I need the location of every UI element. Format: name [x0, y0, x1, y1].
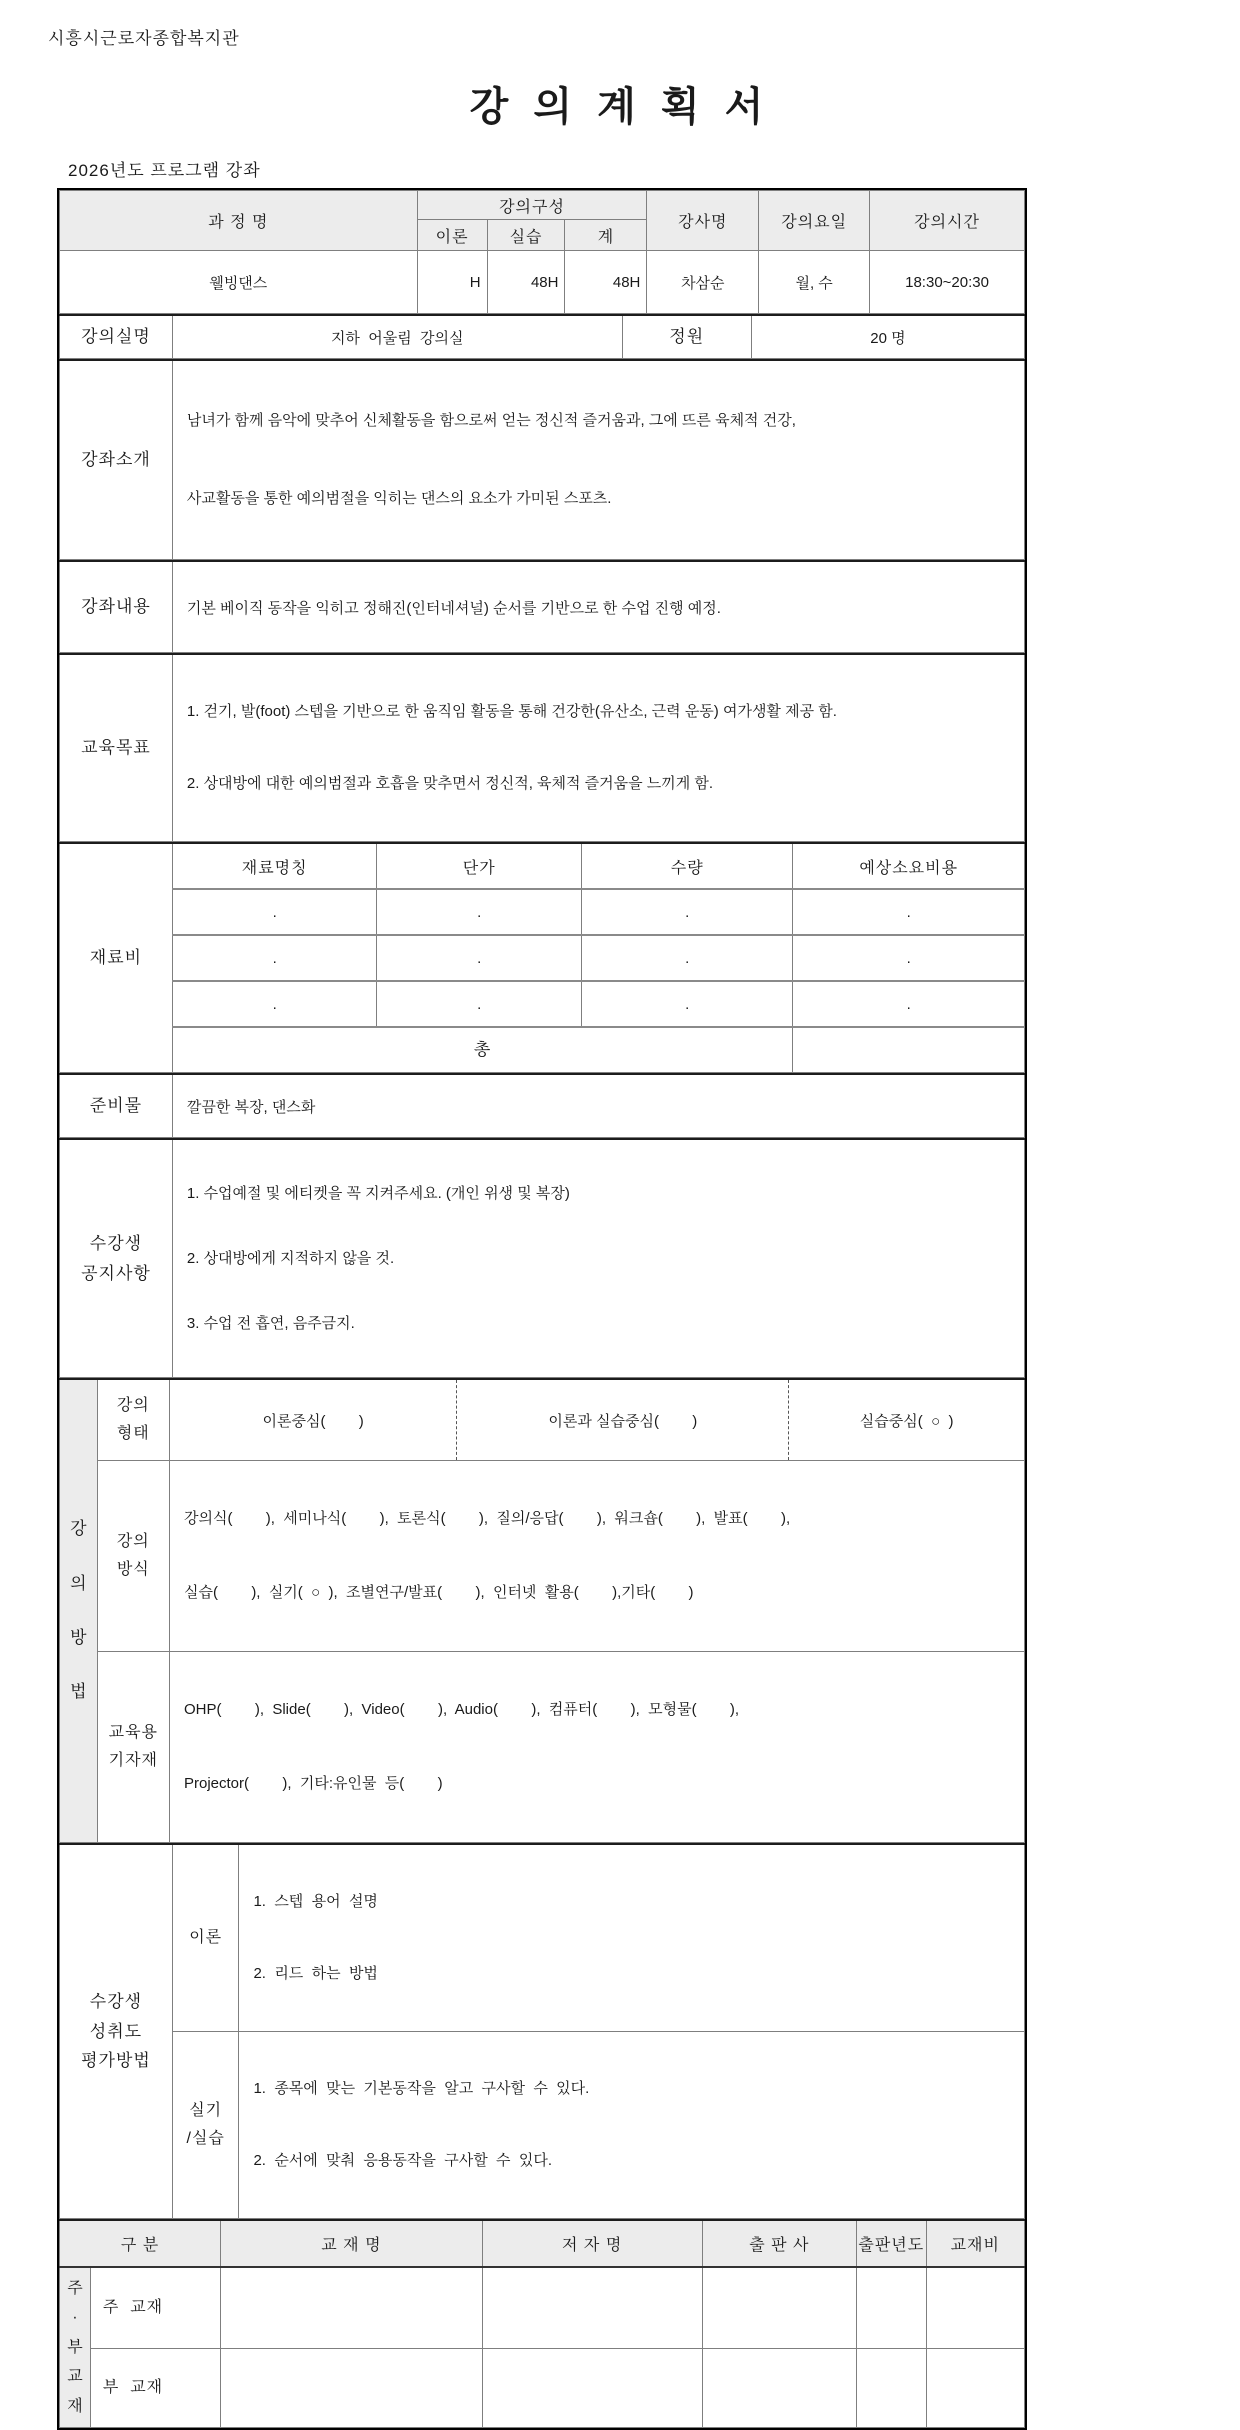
supplies-label: 준비물 [60, 1074, 173, 1138]
materials-total-value [793, 1027, 1025, 1073]
notice-line: 2. 상대방에게 지적하지 않을 것. [186, 1250, 395, 1267]
option-practice-centered: 실습중심( ○ ) [788, 1380, 1024, 1460]
method-style-line: 실습( ), 실기( ○ ), 조별연구/발표( ), 인터넷 활용( ),기타( ) [184, 1584, 694, 1601]
method-form-label-line: 형태 [116, 1425, 150, 1442]
evaluation-label-line: 성취도 [89, 2021, 143, 2041]
estimated-cost-cell: . [793, 935, 1025, 981]
notice-label-line: 수강생 [89, 1233, 143, 1253]
material-name-cell: . [172, 981, 377, 1027]
sub-textbook-title-cell [221, 2349, 483, 2428]
evaluation-table [59, 1843, 1025, 2219]
method-form-label [97, 1379, 169, 1461]
estimated-cost-cell: . [793, 981, 1025, 1027]
method-form-options [170, 1379, 1025, 1461]
method-style-label-line: 방식 [116, 1561, 150, 1578]
method-style-line: 강의식( ), 세미나식( ), 토론식( ), 질의/응답( ), 워크숍( ), 발표( ), [184, 1510, 791, 1527]
method-equipment-label-line: 교육용 [108, 1724, 158, 1741]
sub-textbook-publisher-cell [702, 2349, 856, 2428]
time-value: 18:30~20:30 [870, 251, 1025, 314]
method-form-label-line: 강의 [116, 1397, 150, 1414]
objectives-line: 2. 상대방에 대한 예의범절과 호흡을 맞추면서 정신적, 육체적 즐거움을 느끼게 함. [186, 775, 714, 792]
instructor-header: 강사명 [647, 191, 759, 251]
main-textbook-author-cell [482, 2267, 702, 2349]
method-group-label: 강의방법 [60, 1379, 98, 1843]
days-value: 월, 수 [759, 251, 870, 314]
method-equipment-label [97, 1652, 169, 1843]
evaluation-theory-line: 2. 리드 하는 방법 [253, 1965, 378, 1982]
material-name-cell: . [172, 935, 377, 981]
room-label: 강의실명 [60, 315, 173, 359]
practice-header: 실습 [487, 220, 565, 251]
supplies-text: 깔끔한 복장, 댄스화 [172, 1074, 1024, 1138]
quantity-cell: . [582, 935, 793, 981]
total-header: 계 [565, 220, 647, 251]
intro-table [59, 359, 1025, 560]
time-header: 강의시간 [870, 191, 1025, 251]
sub-textbook-year-cell [857, 2349, 926, 2428]
capacity-value: 20 명 [751, 315, 1024, 359]
method-equipment-line: OHP( ), Slide( ), Video( ), Audio( ), 컴퓨터( ), 모형물( ), [184, 1701, 740, 1718]
days-header: 강의요일 [759, 191, 870, 251]
method-equipment-label-line: 기자재 [108, 1752, 158, 1769]
unit-price-cell: . [377, 981, 582, 1027]
course-name-value: 웰빙댄스 [60, 251, 418, 314]
estimated-cost-header: 예상소요비용 [793, 843, 1025, 889]
method-style-text [170, 1461, 1025, 1652]
intro-label: 강좌소개 [60, 360, 173, 560]
main-textbook-publisher-cell [702, 2267, 856, 2349]
evaluation-practice-label-line: 실기 [189, 2102, 223, 2119]
objectives-text [172, 654, 1024, 842]
unit-price-header: 단가 [377, 843, 582, 889]
room-value: 지하 어울림 강의실 [172, 315, 622, 359]
method-equipment-text [170, 1652, 1025, 1843]
notice-line: 1. 수업예절 및 에티켓을 꼭 지켜주세요. (개인 위생 및 복장) [186, 1185, 570, 1202]
evaluation-theory-label: 이론 [172, 1844, 239, 2032]
textbook-price-header: 교재비 [926, 2220, 1024, 2267]
evaluation-practice-label [172, 2032, 239, 2219]
content-text: 기본 베이직 동작을 익히고 정해진(인터네셔널) 순서를 기반으로 한 수업 진행 예정. [172, 561, 1024, 653]
intro-text [172, 360, 1024, 560]
sub-textbook-price-cell [926, 2349, 1024, 2428]
material-name-cell: . [172, 889, 377, 935]
evaluation-practice-label-line: /실습 [186, 2130, 225, 2147]
theory-hours-value: H [417, 251, 487, 314]
notice-text [172, 1139, 1024, 1378]
objectives-label: 교육목표 [60, 654, 173, 842]
objectives-line: 1. 걷기, 발(foot) 스텝을 기반으로 한 움직임 활동을 통해 건강한(유산소, 근력 운동) 여가생활 제공 함. [186, 703, 837, 720]
main-textbook-year-cell [857, 2267, 926, 2349]
lecture-plan-form [57, 188, 1027, 2430]
intro-line: 사교활동을 통한 예의범절을 익히는 댄스의 요소가 가미된 스포츠. [186, 490, 612, 507]
notice-line: 3. 수업 전 흡연, 음주금지. [186, 1315, 355, 1332]
sub-textbook-label: 부 교재 [90, 2349, 220, 2428]
instructor-value: 차삼순 [647, 251, 759, 314]
option-theory-practice: 이론과 실습중심( ) [456, 1380, 788, 1460]
capacity-label: 정원 [622, 315, 751, 359]
method-style-label-line: 강의 [116, 1533, 150, 1550]
course-summary-table [59, 190, 1025, 314]
textbook-group-label: 주·부교재 [60, 2267, 91, 2428]
evaluation-theory-text [239, 1844, 1025, 2032]
program-year-label: 2026년도 프로그램 강좌 [68, 161, 261, 180]
intro-line: 남녀가 함께 음악에 맞추어 신체활동을 함으로써 얻는 정신적 즐거움과, 그에 뜨른 육체적 건강, [186, 412, 796, 429]
materials-table [59, 842, 1025, 1073]
textbook-category-header: 구 분 [60, 2220, 221, 2267]
notice-label [60, 1139, 173, 1378]
content-label: 강좌내용 [60, 561, 173, 653]
method-equipment-line: Projector( ), 기타:유인물 등( ) [184, 1775, 443, 1792]
main-textbook-title-cell [221, 2267, 483, 2349]
evaluation-practice-line: 1. 종목에 맞는 기본동작을 알고 구사할 수 있다. [253, 2080, 590, 2097]
course-name-header: 과 정 명 [60, 191, 418, 251]
theory-header: 이론 [417, 220, 487, 251]
content-table [59, 560, 1025, 653]
quantity-cell: . [582, 889, 793, 935]
evaluation-label-line: 평가방법 [81, 2051, 151, 2071]
composition-header: 강의구성 [417, 191, 647, 220]
evaluation-practice-text [239, 2032, 1025, 2219]
quantity-header: 수량 [582, 843, 793, 889]
total-hours-value: 48H [565, 251, 647, 314]
textbook-title-header: 교 재 명 [221, 2220, 483, 2267]
notice-table [59, 1138, 1025, 1378]
supplies-table [59, 1073, 1025, 1138]
textbook-author-header: 저 자 명 [482, 2220, 702, 2267]
main-textbook-label: 주 교재 [90, 2267, 220, 2349]
unit-price-cell: . [377, 889, 582, 935]
estimated-cost-cell: . [793, 889, 1025, 935]
textbook-publisher-header: 출 판 사 [702, 2220, 856, 2267]
page-title: 강 의 계 획 서 [469, 85, 771, 129]
textbooks-table [59, 2219, 1025, 2428]
unit-price-cell: . [377, 935, 582, 981]
objectives-table [59, 653, 1025, 842]
organization-name: 시흥시근로자종합복지관 [48, 29, 240, 48]
evaluation-label-line: 수강생 [89, 1991, 143, 2011]
evaluation-theory-line: 1. 스텝 용어 설명 [253, 1893, 378, 1910]
practice-hours-value: 48H [487, 251, 565, 314]
room-table [59, 314, 1025, 359]
materials-total-label: 총 [172, 1027, 792, 1073]
notice-label-line: 공지사항 [81, 1263, 151, 1283]
method-style-label [97, 1461, 169, 1652]
material-name-header: 재료명칭 [172, 843, 377, 889]
sub-textbook-author-cell [482, 2349, 702, 2428]
evaluation-label [60, 1844, 173, 2219]
method-table [59, 1378, 1025, 1843]
evaluation-practice-line: 2. 순서에 맞춰 응용동작을 구사할 수 있다. [253, 2152, 552, 2169]
materials-label: 재료비 [60, 843, 173, 1073]
main-textbook-price-cell [926, 2267, 1024, 2349]
quantity-cell: . [582, 981, 793, 1027]
option-theory-centered: 이론중심( ) [262, 1412, 364, 1430]
textbook-year-header: 출판년도 [857, 2220, 926, 2267]
